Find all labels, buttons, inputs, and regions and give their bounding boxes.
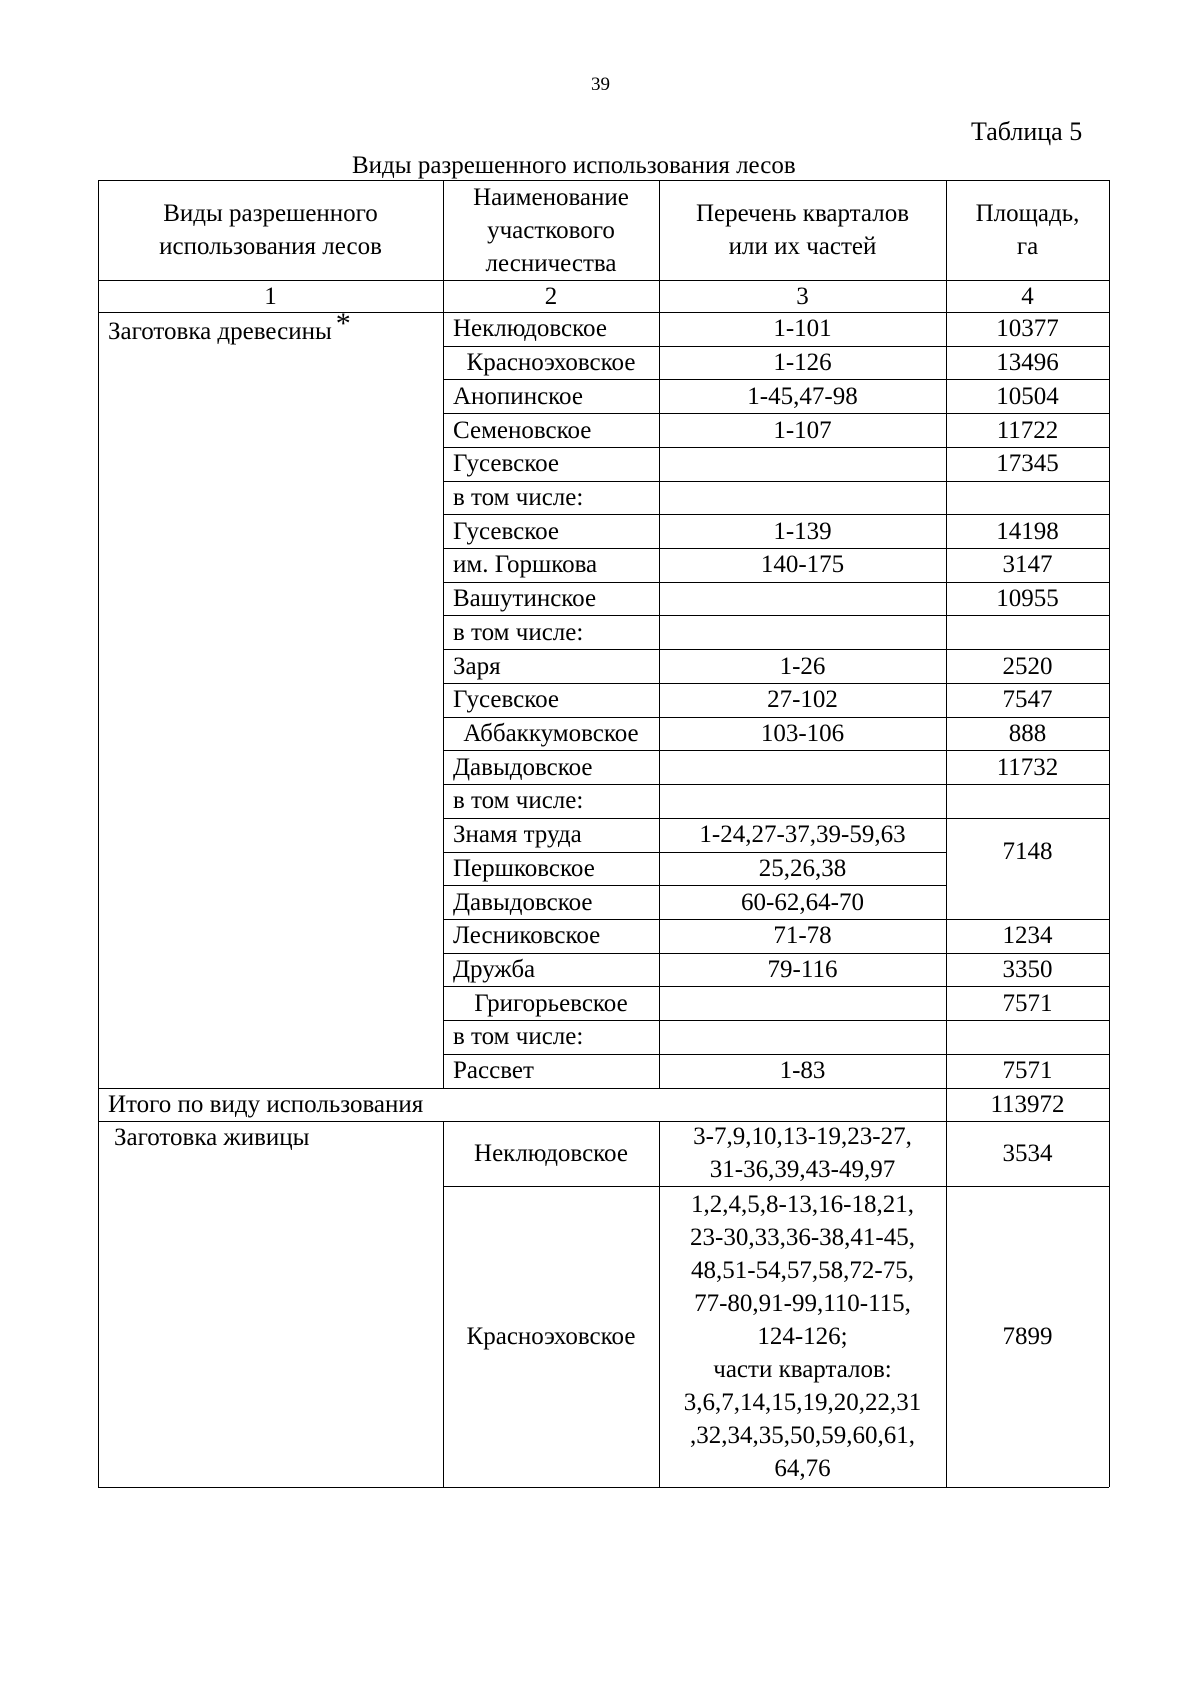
quarters-text: 3-7,9,10,13-19,23-27,: [693, 1123, 912, 1151]
area-text: 7899: [1002, 1322, 1053, 1350]
quarters: [659, 919, 946, 953]
area-text: 1234: [1002, 922, 1053, 950]
quarters-text: 25,26,38: [758, 854, 847, 882]
table-rule: [98, 180, 99, 1487]
total-area: [946, 1088, 1109, 1121]
forestry-name-text: Гусевское: [453, 686, 560, 714]
forestry-name: [443, 1054, 659, 1088]
area: [946, 750, 1109, 784]
area-text: 7571: [1002, 989, 1053, 1017]
area: [946, 818, 1109, 885]
area: [946, 986, 1109, 1020]
area: [946, 953, 1109, 987]
area-text: 7547: [1002, 686, 1053, 714]
forestry-name-text: Лесниковское: [453, 922, 601, 950]
header-quarters-text: или их частей: [728, 233, 877, 260]
area-text: 10504: [996, 382, 1059, 410]
quarters: [659, 514, 946, 548]
forestry-name: [443, 346, 659, 380]
quarters-text: 23-30,33,36-38,41-45,: [690, 1223, 915, 1251]
quarters-text: 1-45,47-98: [747, 382, 858, 410]
header-quarters-text: Перечень кварталов: [695, 200, 910, 227]
forestry-name-text: Заря: [453, 652, 501, 680]
quarters-text: 1-107: [773, 416, 832, 444]
forestry-name-text: в том числе:: [453, 787, 584, 815]
area-text: 2520: [1002, 652, 1053, 680]
quarters: [659, 683, 946, 717]
forestry-name-text: в том числе:: [453, 618, 584, 646]
forestry-name: [443, 548, 659, 582]
column-number-text: 3: [796, 282, 809, 310]
quarters-text: 79-116: [767, 956, 838, 984]
footnote-mark: *: [335, 307, 351, 341]
quarters-text: 64,76: [774, 1454, 831, 1482]
forestry-name: [443, 1186, 659, 1487]
column-number: [946, 280, 1109, 312]
total-area-text: 113972: [990, 1090, 1065, 1118]
use-type-resin-harvesting: [104, 1121, 443, 1157]
forestry-name-text: Красноэховское: [466, 1322, 636, 1350]
quarters: [659, 379, 946, 413]
quarters-text: 3,6,7,14,15,19,20,22,31: [683, 1388, 922, 1416]
forestry-name-text: Красноэховское: [466, 349, 636, 377]
area: [946, 379, 1109, 413]
header-area-text: га: [1016, 233, 1039, 260]
quarters-text: 140-175: [760, 551, 845, 579]
quarters-text: 124-126;: [757, 1322, 848, 1350]
forestry-name-text: Аббаккумовское: [463, 719, 639, 747]
area-text: 10377: [996, 315, 1059, 343]
quarters-text: 1-126: [773, 349, 832, 377]
area: [946, 1186, 1109, 1487]
quarters: [659, 852, 946, 886]
forestry-name: [443, 615, 659, 649]
area-text: 3534: [1002, 1139, 1053, 1167]
column-number: [659, 280, 946, 312]
forestry-name: [443, 885, 659, 919]
quarters-text: 1-24,27-37,39-59,63: [699, 821, 906, 849]
area: [946, 919, 1109, 953]
forestry-name: [443, 986, 659, 1020]
area: [946, 784, 1109, 818]
column-number-text: 4: [1021, 282, 1034, 310]
area-text: 11722: [996, 416, 1059, 444]
forestry-name: [443, 413, 659, 447]
forestry-name-text: в том числе:: [453, 1023, 584, 1051]
area: [946, 885, 1109, 919]
forest-use-table: [98, 180, 1109, 1487]
quarters: [659, 1054, 946, 1088]
forestry-name-text: Знамя труда: [453, 821, 582, 849]
header-use-type-text: использования лесов: [159, 233, 382, 260]
page-number: 39: [591, 74, 610, 95]
header-area-text: Площадь,: [975, 200, 1080, 227]
area: [946, 481, 1109, 515]
forestry-name: [443, 649, 659, 683]
total-label-text: Итого по виду использования: [108, 1090, 424, 1118]
quarters: [659, 615, 946, 649]
use-type-resin-harvesting-text: Заготовка живицы: [114, 1123, 310, 1151]
quarters-text: ,32,34,35,50,59,60,61,: [690, 1421, 915, 1449]
quarters: [659, 649, 946, 683]
area-text: 13496: [996, 349, 1059, 377]
forestry-name: [443, 1121, 659, 1186]
forestry-name: [443, 717, 659, 751]
forestry-name: [443, 379, 659, 413]
table-rule: [1109, 180, 1110, 1487]
quarters: [659, 548, 946, 582]
quarters: [659, 818, 946, 852]
area: [946, 447, 1109, 481]
area: [946, 615, 1109, 649]
forestry-name-text: Анопинское: [453, 382, 583, 410]
header-forestry-name-text: лесничества: [485, 249, 617, 277]
area-text: 10955: [996, 585, 1059, 613]
use-type-wood-harvesting-text: Заготовка древесины *: [108, 307, 351, 346]
quarters: [659, 481, 946, 515]
forestry-name-text: Гусевское: [453, 450, 560, 478]
forestry-name: [443, 582, 659, 616]
forestry-name: [443, 784, 659, 818]
quarters: [659, 582, 946, 616]
area-text: 3350: [1002, 956, 1053, 984]
area: [946, 548, 1109, 582]
area-text: 7148: [1002, 838, 1053, 866]
area: [946, 346, 1109, 380]
area-text: 11732: [996, 753, 1059, 781]
quarters-text: 31-36,39,43-49,97: [709, 1156, 896, 1184]
quarters-text: 103-106: [760, 719, 845, 747]
forestry-name: [443, 919, 659, 953]
column-number: [443, 280, 659, 312]
forestry-name-text: Вашутинское: [453, 585, 597, 613]
forestry-name-text: в том числе:: [453, 483, 584, 511]
quarters: [659, 1121, 946, 1186]
forestry-name: [443, 852, 659, 886]
quarters: [659, 717, 946, 751]
forestry-name: [443, 481, 659, 515]
forestry-name-text: Неклюдовское: [474, 1139, 628, 1167]
forestry-name-text: Рассвет: [453, 1057, 534, 1085]
table-label: Таблица 5: [971, 117, 1083, 146]
total-label: [98, 1088, 946, 1121]
forestry-name: [443, 683, 659, 717]
area-text: 888: [1008, 719, 1047, 747]
header-forestry-name-text: участкового: [487, 216, 615, 244]
area: [946, 1054, 1109, 1088]
quarters-text: 27-102: [767, 686, 838, 714]
quarters: [659, 1186, 946, 1487]
header-use-type: [98, 180, 443, 280]
area: [946, 1121, 1109, 1186]
quarters: [659, 312, 946, 346]
forestry-name: [443, 1020, 659, 1054]
forestry-name: [443, 818, 659, 852]
forestry-name-text: Дружба: [453, 956, 536, 984]
forestry-name-text: им. Горшкова: [453, 551, 598, 579]
quarters: [659, 346, 946, 380]
quarters-text: 60-62,64-70: [741, 888, 864, 916]
area: [946, 1020, 1109, 1054]
forestry-name-text: Семеновское: [453, 416, 592, 444]
quarters: [659, 750, 946, 784]
forestry-name-text: Гусевское: [453, 517, 560, 545]
forestry-name: [443, 750, 659, 784]
area: [946, 717, 1109, 751]
quarters-text: 1-139: [773, 517, 832, 545]
quarters: [659, 413, 946, 447]
quarters-text: 1-26: [779, 652, 826, 680]
forestry-name: [443, 514, 659, 548]
quarters-text: 77-80,91-99,110-115,: [694, 1289, 911, 1317]
quarters: [659, 784, 946, 818]
header-forestry-name-text: Наименование: [473, 183, 629, 211]
quarters-text: 1-101: [773, 315, 832, 343]
table-title: Виды разрешенного использования лесов: [352, 152, 796, 179]
forestry-name-text: Давыдовское: [453, 753, 593, 781]
quarters-text: 71-78: [773, 922, 832, 950]
header-use-type-text: Виды разрешенного: [163, 200, 378, 227]
area-text: 17345: [996, 450, 1059, 478]
area: [946, 582, 1109, 616]
area: [946, 413, 1109, 447]
area: [946, 683, 1109, 717]
quarters: [659, 953, 946, 987]
quarters: [659, 447, 946, 481]
area: [946, 649, 1109, 683]
forestry-name: [443, 312, 659, 346]
quarters: [659, 986, 946, 1020]
column-number-text: 2: [544, 282, 558, 310]
area-text: 3147: [1002, 551, 1053, 579]
area: [946, 312, 1109, 346]
area-text: 14198: [996, 517, 1059, 545]
forestry-name-text: Першковское: [453, 854, 595, 882]
quarters-text: 1-83: [779, 1057, 826, 1085]
header-quarters: [659, 180, 946, 280]
header-forestry-name: [443, 180, 659, 280]
forestry-name-text: Давыдовское: [453, 888, 593, 916]
quarters-text: 48,51-54,57,58,72-75,: [691, 1256, 914, 1284]
use-type-wood-harvesting: [98, 307, 443, 348]
area: [946, 514, 1109, 548]
forestry-name-text: Григорьевское: [474, 989, 628, 1017]
area-text: 7571: [1002, 1057, 1053, 1085]
column-number-text: 1: [264, 282, 277, 310]
quarters: [659, 1020, 946, 1054]
column-number: [98, 280, 443, 312]
table-rule: [98, 1487, 1109, 1488]
quarters-text: 1,2,4,5,8-13,16-18,21,: [691, 1190, 914, 1218]
forestry-name-text: Неклюдовское: [453, 315, 607, 343]
quarters: [659, 885, 946, 919]
forestry-name: [443, 447, 659, 481]
quarters-text: части кварталов:: [713, 1355, 892, 1383]
forestry-name: [443, 953, 659, 987]
header-area: [946, 180, 1109, 280]
